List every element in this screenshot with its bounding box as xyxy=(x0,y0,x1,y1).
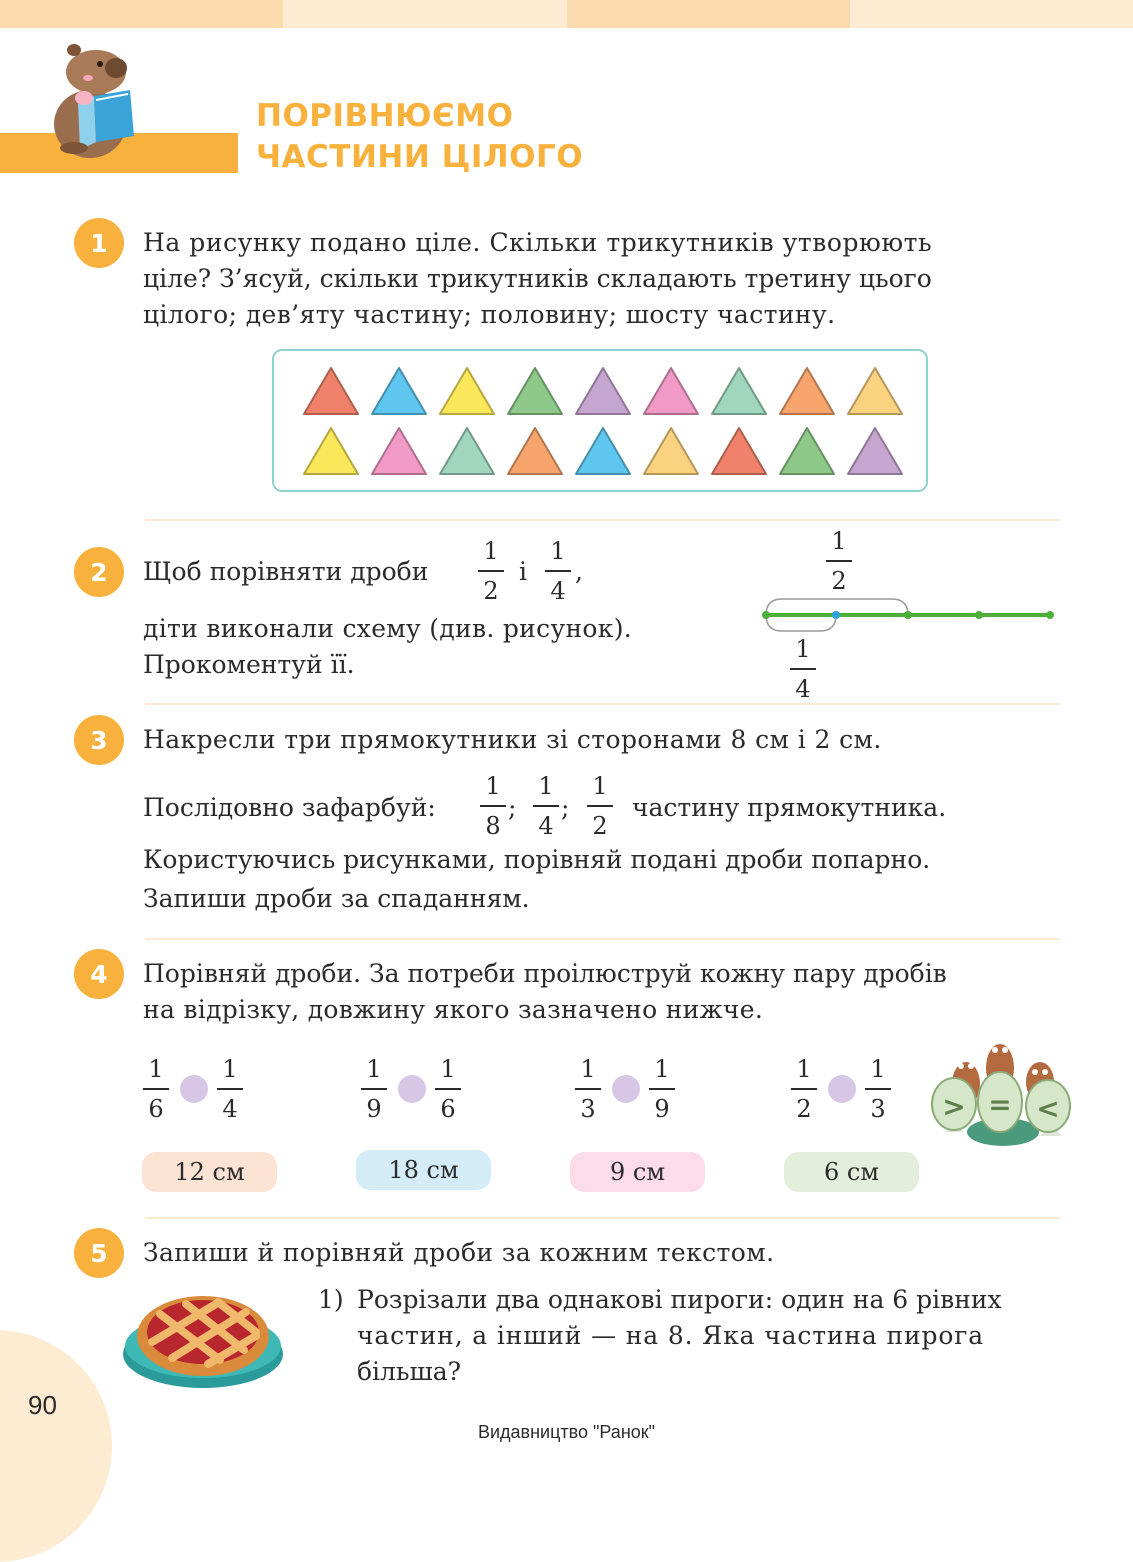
less-than-sign: < xyxy=(1036,1092,1060,1125)
fraction-denominator: 4 xyxy=(795,675,811,703)
triangle xyxy=(508,428,562,474)
fraction xyxy=(357,1054,391,1124)
segment-length-pill: 18 см xyxy=(356,1150,491,1190)
task-separator xyxy=(145,519,1060,521)
task3-line4: Запиши дроби за спаданням. xyxy=(143,884,530,913)
fraction-numerator: 1 xyxy=(550,537,566,565)
fraction xyxy=(645,1054,679,1124)
task2-line1-start: Щоб порівняти дроби xyxy=(143,557,429,586)
triangle xyxy=(644,428,698,474)
fraction-numerator: 1 xyxy=(580,1055,596,1083)
compare-circle xyxy=(398,1075,426,1103)
fraction-denominator: 2 xyxy=(796,1095,812,1123)
triangle xyxy=(780,428,834,474)
task5-item1-line1: Розрізали два однакові пироги: один на 6 рівних xyxy=(357,1285,1002,1314)
fraction-separator: ; xyxy=(508,793,517,822)
task2-line3: Прокоментуй її. xyxy=(143,650,355,679)
fraction-denominator: 4 xyxy=(550,577,566,605)
task-number-badge: 1 xyxy=(74,218,124,268)
segment-length-pill: 9 см xyxy=(570,1152,705,1192)
fraction xyxy=(213,1054,247,1124)
fraction-numerator: 1 xyxy=(654,1055,670,1083)
page-number: 90 xyxy=(28,1390,57,1420)
triangle xyxy=(508,368,562,414)
task3-line1: Накресли три прямокутники зі сторонами 8 см і 2 см. xyxy=(143,725,882,754)
triangles-box xyxy=(272,349,928,492)
fraction-denominator: 6 xyxy=(440,1095,456,1123)
task-number-badge: 2 xyxy=(74,547,124,597)
task-number-badge: 4 xyxy=(74,949,124,999)
fraction xyxy=(583,771,617,841)
greater-than-sign: > xyxy=(942,1090,966,1123)
fraction-numerator: 1 xyxy=(592,772,608,800)
triangle xyxy=(372,428,426,474)
page-title-line2: ЧАСТИНИ ЦІЛОГО xyxy=(256,139,584,175)
fraction-numerator: 1 xyxy=(148,1055,164,1083)
fraction-numerator: 1 xyxy=(366,1055,382,1083)
triangle xyxy=(780,368,834,414)
task-number-badge: 3 xyxy=(74,715,124,765)
triangle xyxy=(440,368,494,414)
page-corner-decor xyxy=(0,1330,112,1562)
compare-circle xyxy=(612,1075,640,1103)
fraction xyxy=(787,1054,821,1124)
fraction xyxy=(476,771,510,841)
fraction-denominator: 9 xyxy=(654,1095,670,1123)
task5-item1-label: 1) xyxy=(318,1285,344,1314)
fraction-denominator: 4 xyxy=(538,812,554,840)
task1-line3: цілого; дев’яту частину; половину; шосту частину. xyxy=(143,300,836,329)
comparison-eggs-illustration xyxy=(930,1032,1076,1148)
triangle xyxy=(304,428,358,474)
task1-line1: На рисунку подано ціле. Скільки трикутників утворюють xyxy=(143,228,933,257)
task4-line2: на відрізку, довжину якого зазначено нижче. xyxy=(143,995,764,1024)
page-title xyxy=(256,96,583,178)
segment-length-pill: 12 см xyxy=(142,1152,277,1192)
fraction-numerator: 1 xyxy=(485,772,501,800)
fraction-numerator: 1 xyxy=(796,1055,812,1083)
triangle xyxy=(576,368,630,414)
compare-circle xyxy=(180,1075,208,1103)
task-separator xyxy=(145,938,1060,940)
fraction-denominator: 2 xyxy=(831,567,847,595)
task3-line3: Користуючись рисунками, порівняй подані дроби попарно. xyxy=(143,845,931,874)
triangle xyxy=(440,428,494,474)
task-separator xyxy=(145,1217,1060,1219)
triangle xyxy=(712,368,766,414)
task5-item1-line3: більша? xyxy=(357,1357,462,1386)
fraction-numerator: 1 xyxy=(483,537,499,565)
equals-sign: = xyxy=(988,1088,1012,1121)
fraction-separator: ; xyxy=(561,793,570,822)
fraction-numerator: 1 xyxy=(222,1055,238,1083)
comma-text: , xyxy=(575,557,583,586)
number-line-scheme xyxy=(760,595,1060,639)
fraction xyxy=(431,1054,465,1124)
triangle xyxy=(644,368,698,414)
task3-line2-start: Послідовно зафарбуй: xyxy=(143,793,436,822)
triangle xyxy=(848,428,902,474)
fraction xyxy=(139,1054,173,1124)
fraction-denominator: 3 xyxy=(580,1095,596,1123)
task-number-badge: 5 xyxy=(74,1228,124,1278)
task1-line2: ціле? З’ясуй, скільки трикутників складають третину цього xyxy=(143,264,932,293)
top-decor-band xyxy=(0,0,1133,28)
task4-line1: Порівняй дроби. За потреби проілюструй кожну пару дробів xyxy=(143,959,947,988)
triangle xyxy=(304,368,358,414)
task3-line2-end: частину прямокутника. xyxy=(632,793,947,822)
triangle xyxy=(848,368,902,414)
fraction xyxy=(861,1054,895,1124)
triangle xyxy=(372,368,426,414)
fraction-numerator: 1 xyxy=(831,527,847,555)
task2-line2: діти виконали схему (див. рисунок). xyxy=(143,614,632,643)
scheme-fraction-quarter xyxy=(786,634,820,704)
compare-circle xyxy=(828,1075,856,1103)
pie-icon xyxy=(120,1284,286,1394)
triangle xyxy=(712,428,766,474)
fraction-denominator: 8 xyxy=(485,812,501,840)
fraction xyxy=(571,1054,605,1124)
triangles-figure xyxy=(274,351,926,490)
fraction-numerator: 1 xyxy=(538,772,554,800)
fraction xyxy=(541,536,575,606)
fraction-numerator: 1 xyxy=(795,635,811,663)
triangle xyxy=(576,428,630,474)
publisher-footer: Видавництво "Ранок" xyxy=(477,1422,656,1442)
task5-item1-line2: частин, а інший — на 8. Яка частина пирога xyxy=(357,1321,984,1350)
task1-text xyxy=(143,225,932,333)
fraction xyxy=(529,771,563,841)
fraction-numerator: 1 xyxy=(870,1055,886,1083)
scheme-fraction-half xyxy=(822,526,856,596)
fraction-denominator: 6 xyxy=(148,1095,164,1123)
fraction-denominator: 4 xyxy=(222,1095,238,1123)
task-separator xyxy=(145,703,1060,705)
conjunction-text: і xyxy=(519,557,527,586)
fraction-denominator: 2 xyxy=(592,812,608,840)
task5-line1: Запиши й порівняй дроби за кожним текстом. xyxy=(143,1238,775,1267)
fraction-denominator: 3 xyxy=(870,1095,886,1123)
fraction-denominator: 2 xyxy=(483,577,499,605)
fraction xyxy=(474,536,508,606)
fraction-denominator: 9 xyxy=(366,1095,382,1123)
fraction-numerator: 1 xyxy=(440,1055,456,1083)
segment-length-pill: 6 см xyxy=(784,1152,919,1192)
page-title-line1: ПОРІВНЮЄМО xyxy=(256,98,514,134)
capybara-reading-icon xyxy=(44,38,144,160)
